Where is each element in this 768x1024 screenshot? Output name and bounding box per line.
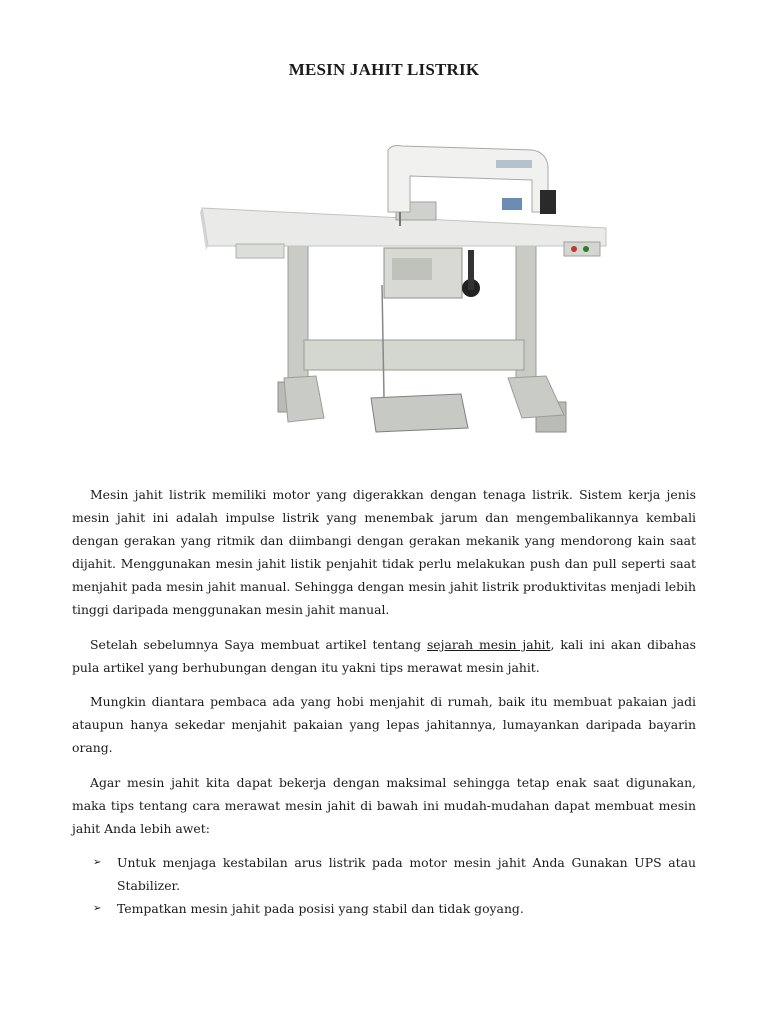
paragraph-text-before-link: Setelah sebelumnya Saya membuat artikel tentang (90, 636, 427, 652)
arrow-bullet-icon: ➢ (93, 857, 102, 868)
tips-list (72, 851, 696, 920)
paragraph-text-after-link: , kali ini akan dibahas pula artikel yang berhubungan dengan itu yakni tips merawat mesin jahit. (72, 636, 697, 675)
tip-text: Untuk menjaga kestabilan arus listrik pada motor mesin jahit Anda Gunakan UPS atau Stabilizer. (117, 855, 696, 893)
sejarah-mesin-jahit-link[interactable]: sejarah mesin jahit (426, 636, 551, 652)
page-title: MESIN JAHIT LISTRIK (288, 60, 480, 79)
list-item (72, 851, 696, 897)
list-item (72, 897, 696, 920)
sewing-machine-image (196, 140, 616, 440)
paragraph-tips-intro: Agar mesin jahit kita dapat bekerja dengan maksimal sehingga tetap enak saat digunakan, maka tips tentang cara merawat mesin jahit di bawah ini mudah-mudahan dapat membuat mesin jahit Anda lebih awet: (72, 774, 696, 836)
paragraph-intro: Mesin jahit listrik memiliki motor yang digerakkan dengan tenaga listrik. Sistem kerja jenis mesin jahit ini adalah impulse listrik yang menembak jarum dan mengembalikannya kembali dengan gerakan yang ritmik dan diimbangi dengan gerakan mekanik yang mendorong kain saat dijahit. Menggunakan mesin jahit listik penjahit tidak perlu melakukan push dan pull seperti saat menjahit pada mesin jahit manual. Sehingga dengan mesin jahit listrik produktivitas menjadi lebih tinggi daripada menggunakan mesin jahit manual. (72, 487, 696, 617)
paragraph-hobby: Mungkin diantara pembaca ada yang hobi menjahit di rumah, baik itu membuat pakaian jadi ataupun hanya sekedar menjahit pakaian yang lepas jahitannya, lumayankan daripada bayarin orang. (72, 694, 696, 755)
arrow-bullet-icon: ➢ (93, 903, 102, 914)
paragraph-previous-article (72, 633, 696, 679)
tip-text: Tempatkan mesin jahit pada posisi yang stabil dan tidak goyang. (117, 901, 524, 916)
article-body (72, 483, 696, 920)
